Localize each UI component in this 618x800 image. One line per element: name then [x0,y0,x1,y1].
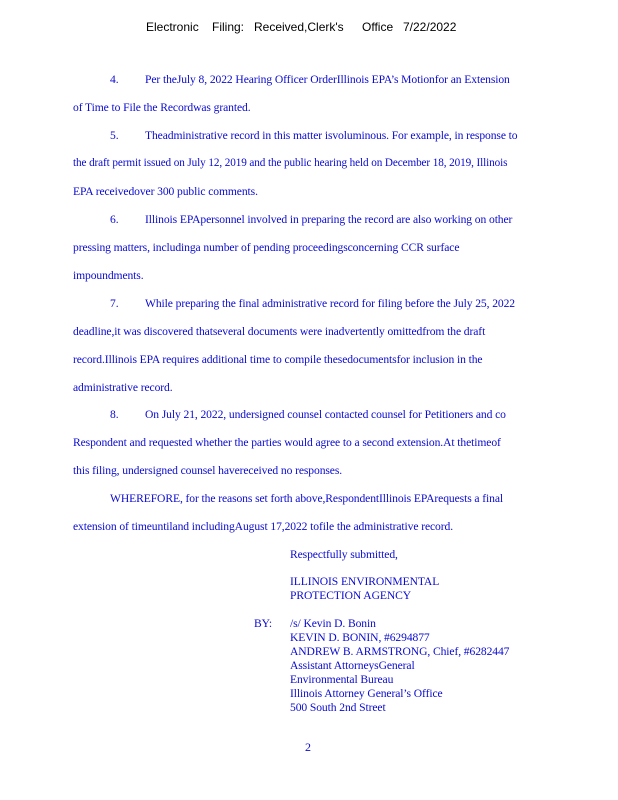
paragraph-line: Illinois EPApersonnel involved in preparing the record are also working on other [145,213,513,226]
paragraph-line: Per theJuly 8, 2022 Hearing Officer OrderIllinois EPA’s Motionfor an Extension [145,73,510,86]
signature-line: /s/ Kevin D. Bonin [290,617,376,630]
paragraph-line: While preparing the final administrative record for filing before the July 25, 2022 [145,297,515,310]
page-number: 2 [305,740,311,754]
paragraph-line: deadline,it was discovered thatseveral documents were inadvertently omittedfrom the draft [73,325,486,338]
header-electronic: Electronic [146,20,199,34]
bureau-name: Environmental Bureau [290,673,394,686]
signature-closing: Respectfully submitted, [290,548,398,561]
agency-name-line: PROTECTION AGENCY [290,589,412,602]
attorney-name: ANDREW B. ARMSTRONG, Chief, #6282447 [290,645,510,658]
header-date: 7/22/2022 [403,20,457,34]
paragraph-number: 4. [110,73,119,86]
office-name: Illinois Attorney General’s Office [290,687,443,700]
wherefore-line: extension of timeuntiland includingAugust 17,2022 tofile the administrative record. [73,520,454,533]
paragraph-line: the draft permit issued on July 12, 2019 and the public hearing held on December 18, 2019, Illinois [73,157,508,169]
agency-name-line: ILLINOIS ENVIRONMENTAL [290,575,440,588]
paragraph-line: this filing, undersigned counsel havereceived no responses. [73,464,343,477]
paragraph-line: EPA receivedover 300 public comments. [73,185,258,198]
by-label: BY: [254,617,272,630]
street-address: 500 South 2nd Street [290,701,386,714]
paragraph-number: 7. [110,297,119,310]
paragraph-number: 8. [110,408,119,421]
header-filing: Filing: [212,20,245,34]
paragraph-line: impoundments. [73,269,144,282]
attorney-name: KEVIN D. BONIN, #6294877 [290,631,430,644]
paragraph-line: pressing matters, includinga number of pending proceedingsconcerning CCR surface [73,241,460,254]
paragraph-line: of Time to File the Recordwas granted. [73,101,251,114]
paragraph-line: administrative record. [73,381,173,394]
paragraph-line: Respondent and requested whether the parties would agree to a second extension.At thetimeof [73,436,501,449]
attorney-title: Assistant AttorneysGeneral [290,659,415,672]
paragraph-line: record.Illinois EPA requires additional time to compile thesedocumentsfor inclusion in the [73,353,483,366]
paragraph-line: On July 21, 2022, undersigned counsel contacted counsel for Petitioners and co [145,408,506,421]
header-office: Office [362,20,394,34]
filing-stamp-header [0,20,618,36]
paragraph-number: 5. [110,129,119,142]
header-received: Received,Clerk's [254,20,344,34]
wherefore-line: WHEREFORE, for the reasons set forth above,RespondentIllinois EPArequests a final [110,492,503,505]
paragraph-line: Theadministrative record in this matter isvoluminous. For example, in response to [145,129,518,142]
paragraph-number: 6. [110,213,119,226]
